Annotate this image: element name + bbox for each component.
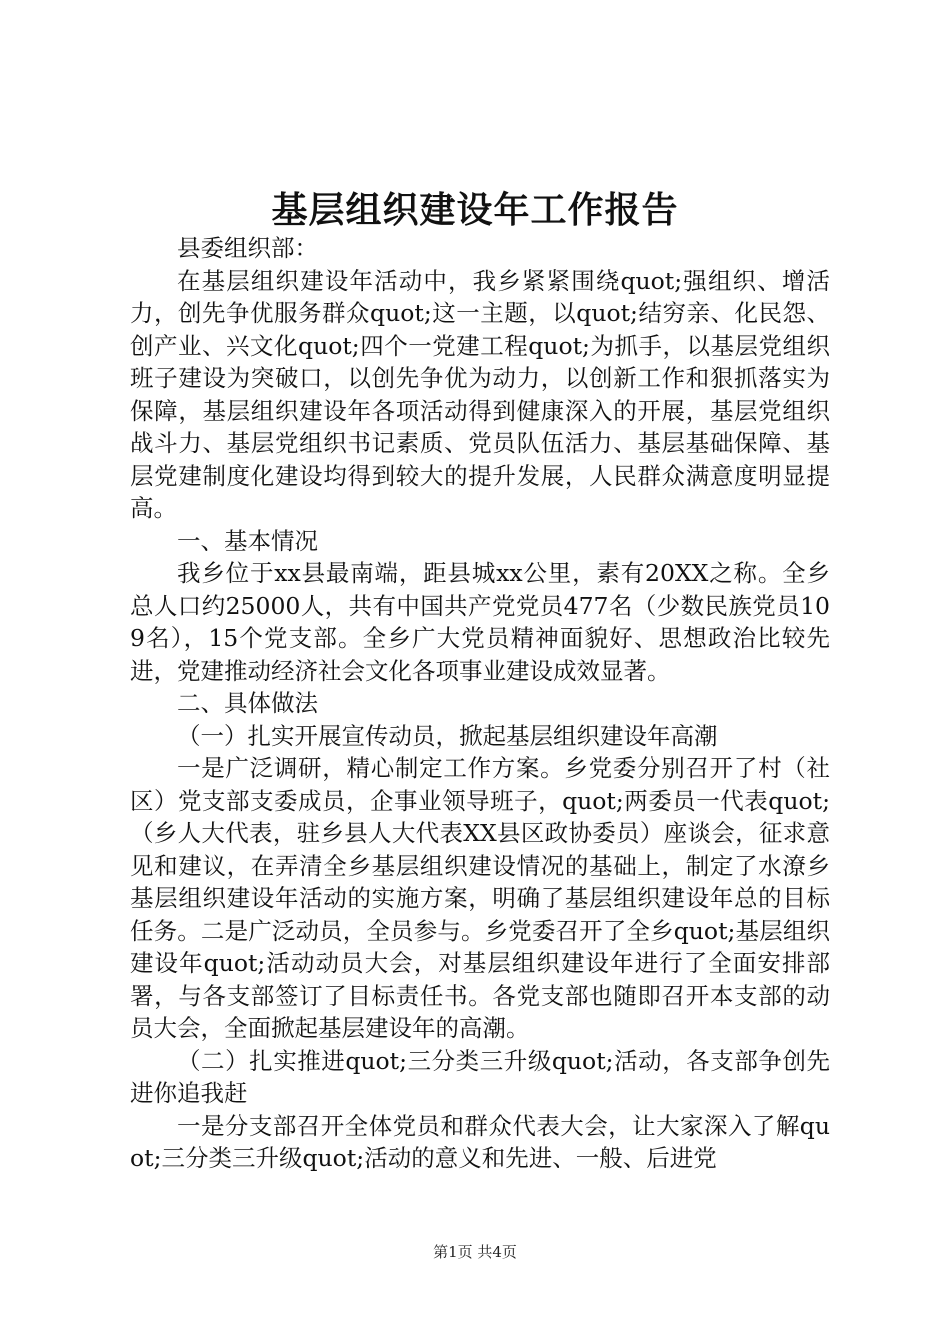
section-heading-basic: 一、基本情况: [177, 526, 318, 555]
salutation: 县委组织部：: [177, 234, 318, 262]
subsection-2-paragraph: 一是分支部召开全体党员和群众代表大会，让大家深入了解quot;三分类三升级quot;活动的意义和先进、一般、后进党: [130, 1111, 830, 1172]
subsection-1-paragraph: 一是广泛调研，精心制定工作方案。乡党委分别召开了村（社区）党支部支委成员，企事业领导班子，quot;两委员一代表quot;（乡人大代表，驻乡县人大代表XX县区政协委员）座谈会，征求意见和建议，在弄清全乡基层组织建设情况的基础上，制定了水潦乡基层组织建设年活动的实施方案，明确了基层组织建设年总的目标任务。二是广泛动员，全员参与。乡党委召开了全乡quot;基层组织建设年quot;活动动员大会，对基层组织建设年进行了全面安排部署，与各支部签订了目标责任书。各党支部也随即召开本支部的动员大会，全面掀起基层建设年的高潮。: [130, 754, 830, 1042]
page-footer: 第1页 共4页: [433, 1243, 517, 1261]
section-heading-practice: 二、具体做法: [177, 689, 318, 717]
subsection-heading-2: （二）扎实推进quot;三分类三升级quot;活动，各支部争创先进你追我赶: [130, 1046, 830, 1107]
subsection-heading-1: （一）扎实开展宣传动员，掀起基层组织建设年高潮: [177, 721, 718, 750]
document-title: 基层组织建设年工作报告: [271, 189, 679, 231]
basic-info-paragraph: 我乡位于xx县最南端，距县城xx公里，素有20XX之称。全乡总人口约25000人，共有中国共产党党员477名（少数民族党员109名），15个党支部。全乡广大党员精神面貌好、思想政治比较先进，党建推动经济社会文化各项事业建设成效显著。: [130, 559, 830, 685]
intro-paragraph: 在基层组织建设年活动中，我乡紧紧围绕quot;强组织、增活力，创先争优服务群众quot;这一主题，以quot;结穷亲、化民怨、创产业、兴文化quot;四个一党建工程quot;为抓手，以基层党组织班子建设为突破口，以创先争优为动力，以创新工作和狠抓落实为保障，基层组织建设年各项活动得到健康深入的开展，基层党组织战斗力、基层党组织书记素质、党员队伍活力、基层基础保障、基层党建制度化建设均得到较大的提升发展，人民群众满意度明显提高。: [130, 266, 830, 522]
document-body: [130, 232, 830, 1175]
